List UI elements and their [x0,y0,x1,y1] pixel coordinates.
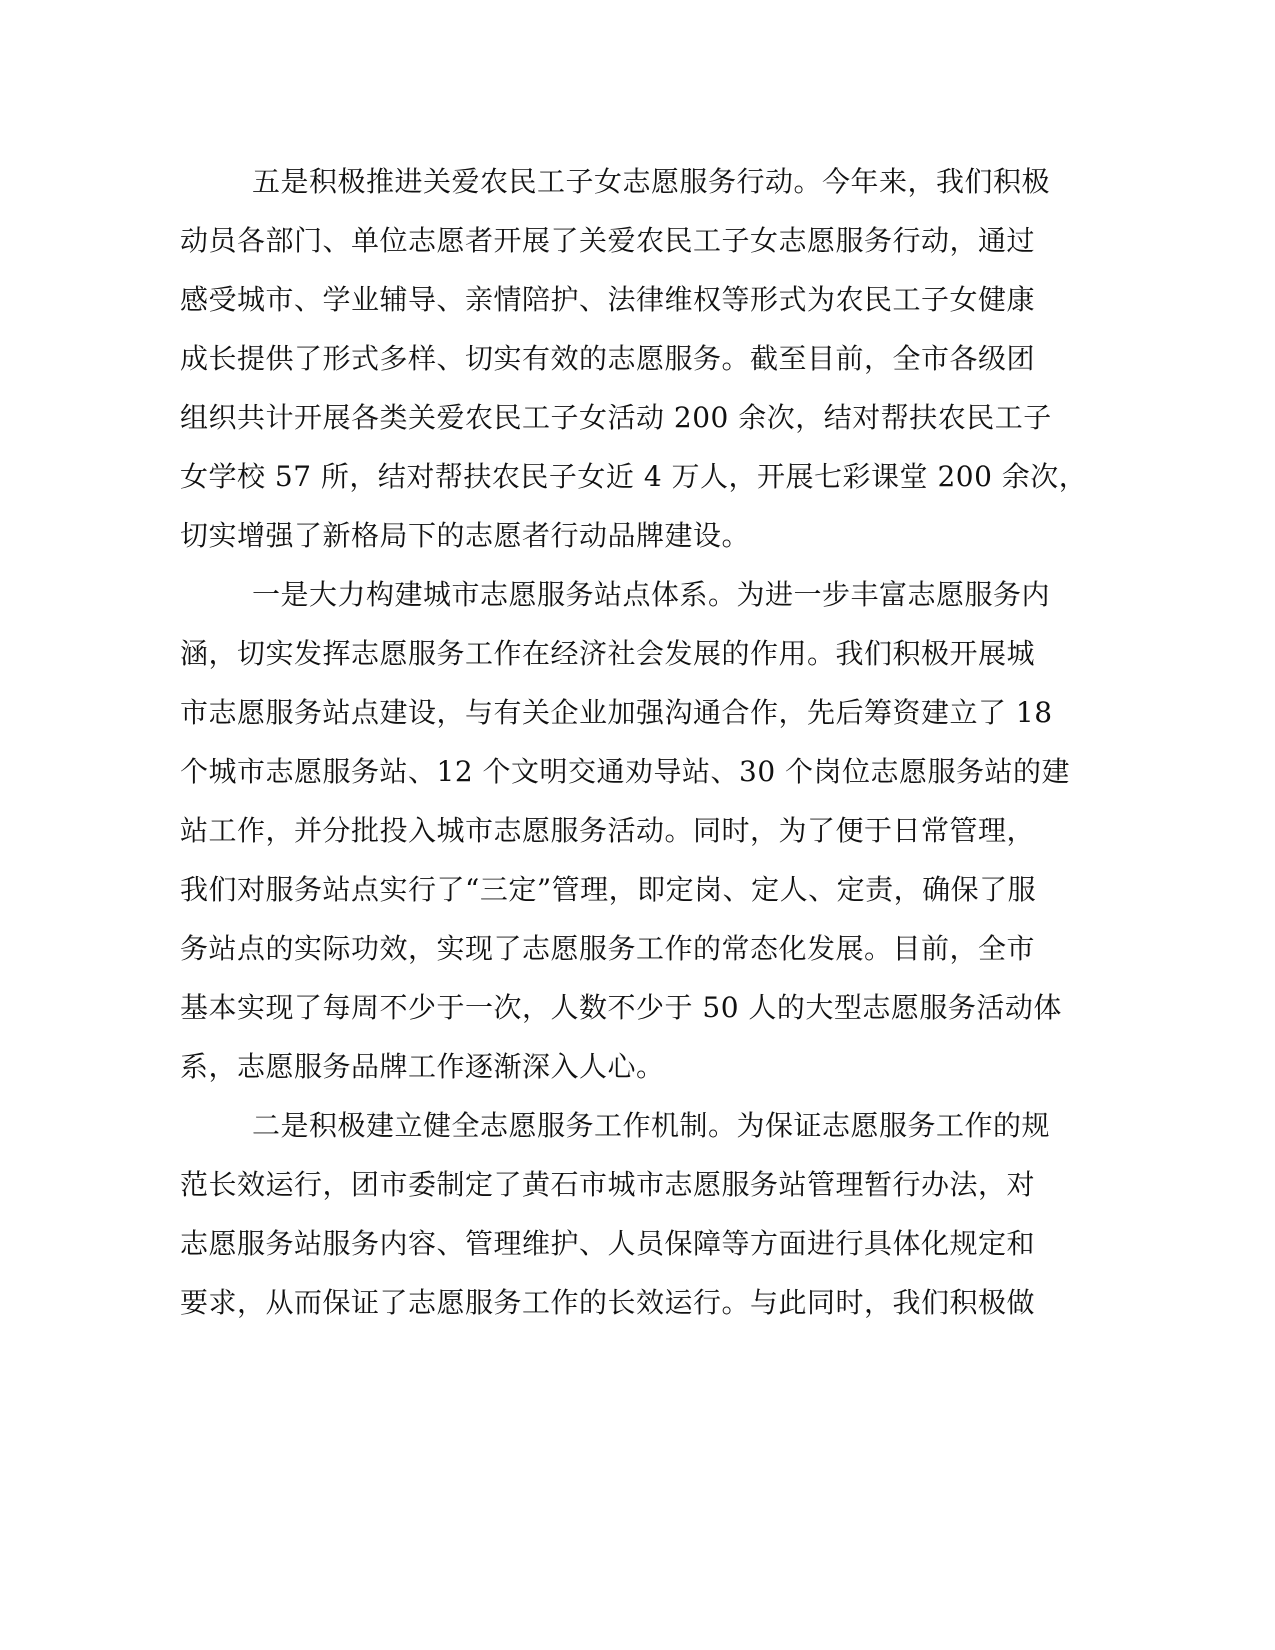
text-line: 志愿服务站服务内容、管理维护、人员保障等方面进行具体化规定和 [180,1227,1036,1260]
text-line: 涵，切实发挥志愿服务工作在经济社会发展的作用。我们积极开展城 [180,637,1036,670]
text-line: 女学校 57 所，结对帮扶农民子女近 4 万人，开展七彩课堂 200 余次， [180,460,1088,493]
paragraph-volunteer-service-migrant-children [180,152,1088,565]
text-line: 市志愿服务站点建设，与有关企业加强沟通合作，先后筹资建立了 18 [180,696,1053,729]
paragraph-volunteer-work-mechanism [180,1096,1051,1332]
text-line: 范长效运行，团市委制定了黄石市城市志愿服务站管理暂行办法，对 [180,1168,1036,1201]
text-line: 动员各部门、单位志愿者开展了关爱农民工子女志愿服务行动，通过 [180,224,1036,257]
text-line: 切实增强了新格局下的志愿者行动品牌建设。 [180,519,751,552]
text-line: 我们对服务站点实行了“三定”管理，即定岗、定人、定责，确保了服 [180,873,1037,906]
text-line: 感受城市、学业辅导、亲情陪护、法律维权等形式为农民工子女健康 [180,283,1036,316]
paragraph-city-volunteer-stations [180,565,1071,1096]
document-body [180,152,1088,1332]
text-line: 个城市志愿服务站、12 个文明交通劝导站、30 个岗位志愿服务站的建 [180,755,1071,788]
text-line: 组织共计开展各类关爱农民工子女活动 200 余次，结对帮扶农民工子 [180,401,1052,434]
text-line: 站工作，并分批投入城市志愿服务活动。同时，为了便于日常管理， [180,814,1036,847]
text-line: 五是积极推进关爱农民工子女志愿服务行动。今年来，我们积极 [252,165,1051,198]
text-line: 务站点的实际功效，实现了志愿服务工作的常态化发展。目前，全市 [180,932,1036,965]
text-line: 要求，从而保证了志愿服务工作的长效运行。与此同时，我们积极做 [180,1286,1036,1319]
text-line: 系，志愿服务品牌工作逐渐深入人心。 [180,1050,665,1083]
text-line: 二是积极建立健全志愿服务工作机制。为保证志愿服务工作的规 [252,1109,1051,1142]
text-line: 一是大力构建城市志愿服务站点体系。为进一步丰富志愿服务内 [252,578,1051,611]
text-line: 成长提供了形式多样、切实有效的志愿服务。截至目前，全市各级团 [180,342,1036,375]
text-line: 基本实现了每周不少于一次，人数不少于 50 人的大型志愿服务活动体 [180,991,1062,1024]
